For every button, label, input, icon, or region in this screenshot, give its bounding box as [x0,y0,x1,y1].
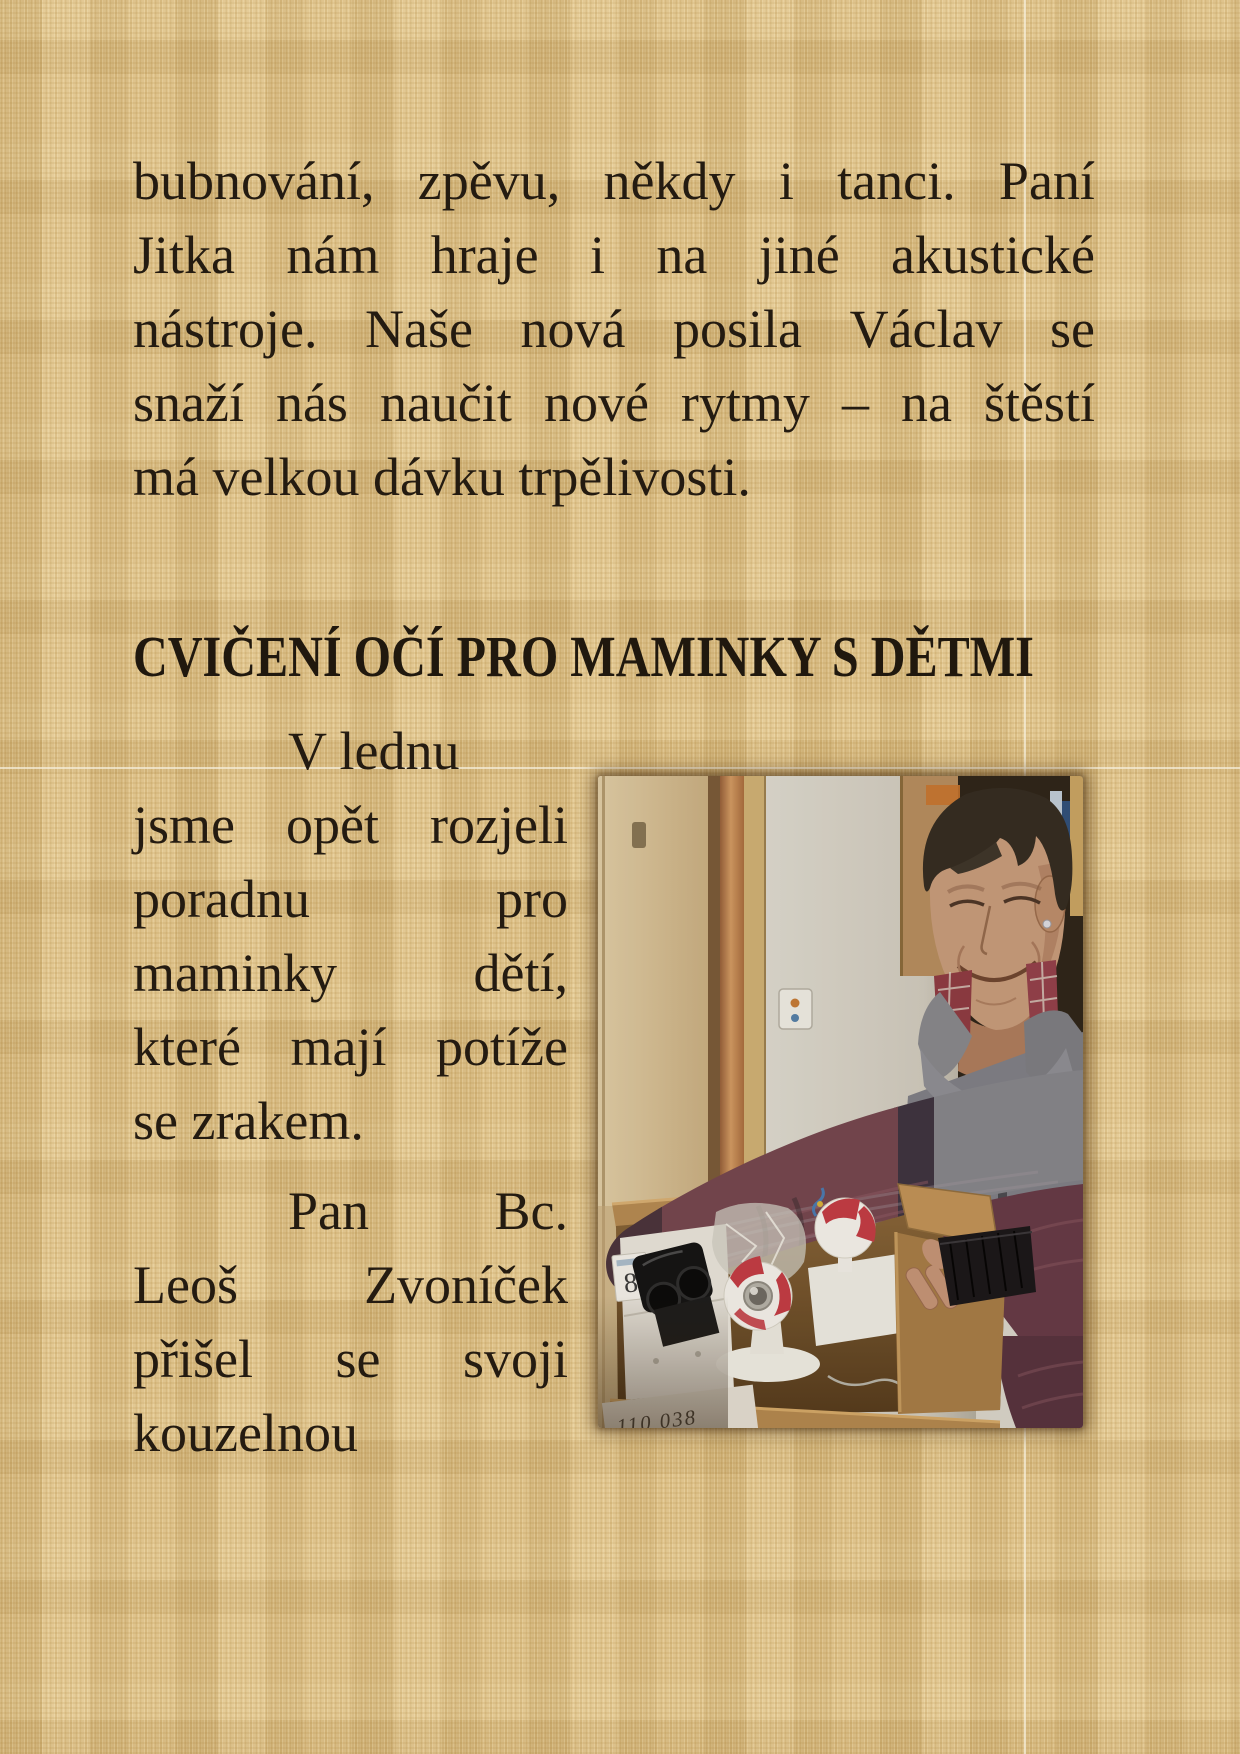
text-line: Jitka nám hraje i na jiné akustické [133,225,1095,285]
text-line: má velkou dávku trpělivosti. [133,447,751,507]
column-paragraph-2 [133,1174,568,1470]
text-line: V lednu [288,721,460,781]
column-paragraph-1 [133,714,568,1158]
text-line: které mají potíže [133,1017,568,1077]
text-line: Pan Bc. [288,1181,568,1241]
text-line: nástroje. Naše nová posila Václav se [133,299,1095,359]
text-line: přišel se svoji [133,1329,568,1389]
column-text [133,714,568,1470]
photo-man-with-eye-models [598,776,1083,1428]
text-line: jsme opět rozjeli [133,795,568,855]
text-line: maminky dětí, [133,943,568,1003]
text-line: poradnu pro [133,869,568,929]
photo-tone-overlay [598,776,1083,1428]
text-line: bubnování, zpěvu, někdy i tanci. Paní [133,151,1095,211]
text-line: snaží nás naučit nové rytmy – na štěstí [133,373,1095,433]
section-heading: CVIČENÍ OČÍ PRO MAMINKY S DĚTMI [133,624,1034,689]
text-line: Leoš Zvoníček [133,1255,568,1315]
text-line: kouzelnou [133,1403,358,1463]
intro-paragraph [133,144,1095,514]
text-line: se zrakem. [133,1091,364,1151]
